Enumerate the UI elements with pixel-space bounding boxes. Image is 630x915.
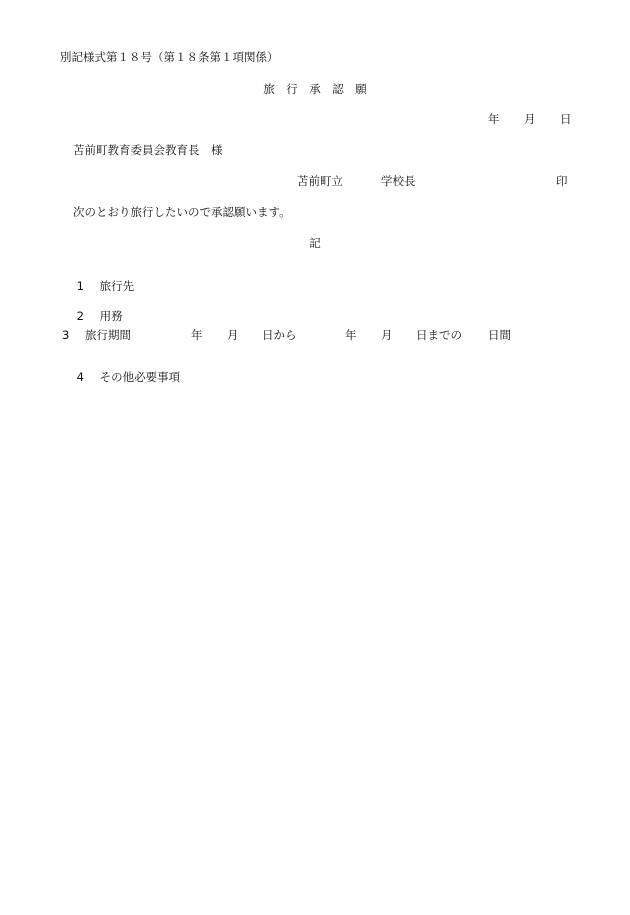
period-duration: 日間 [488,328,511,342]
item-number: 1 [76,278,84,293]
item-label: 旅行先 [99,278,135,293]
ki-heading: 記 [309,236,321,250]
document-title: 旅 行 承 認 願 [263,82,367,96]
list-item [62,330,562,344]
list-item [62,360,180,395]
applicant-role: 学校長 [381,174,416,188]
request-text: 次のとおり旅行したいので承認願います。 [73,205,291,219]
period-from-month: 月 [227,328,239,342]
applicant-line [297,174,416,222]
period-from-year: 年 [191,328,203,342]
seal-mark: 印 [556,174,568,188]
period-from-day: 日から [262,328,297,342]
date-month: 月 [524,112,536,126]
period-to-month: 月 [381,328,393,342]
item-label: 旅行期間 [85,328,131,342]
date-year: 年 [488,112,500,126]
addressee: 苫前町教育委員会教育長 様 [73,143,223,157]
item-label: 用務 [99,308,123,323]
form-number: 別記様式第１８号（第１８条第１項関係） [60,50,279,64]
date-line [488,112,572,172]
item-number: 3 [62,328,70,342]
period-to-year: 年 [345,328,357,342]
item-number: 4 [76,369,84,384]
date-day: 日 [560,112,572,126]
applicant-town: 苫前町立 [297,174,343,188]
period-to-day: 日までの [416,328,462,342]
item-number: 2 [76,308,84,323]
item-label: その他必要事項 [99,369,181,384]
